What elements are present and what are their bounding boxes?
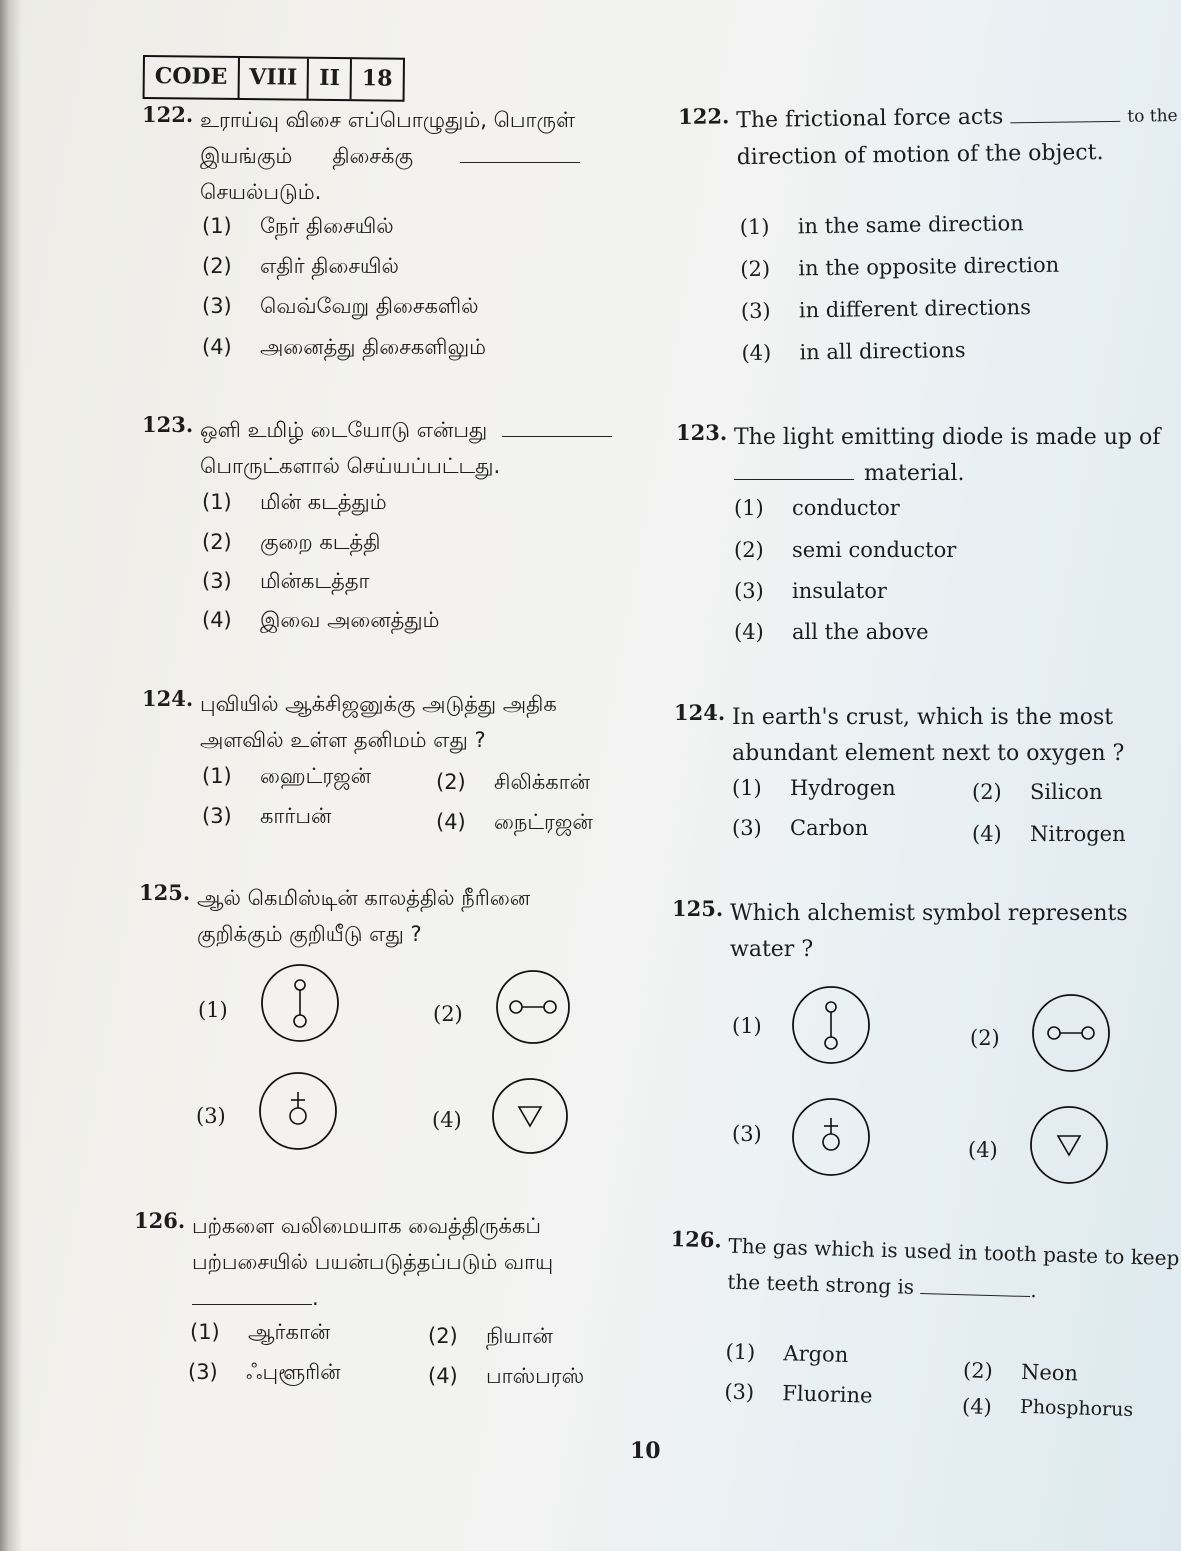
question-number: 123. [142, 412, 194, 437]
option-1[interactable]: (1) Argon [725, 1339, 849, 1367]
question-text: ஒளி உமிழ் டையோடு என்பது பொருட்களால் செய்யப்பட்டது. [200, 412, 612, 484]
question-text: The frictional force acts to the direction of motion of the object. [736, 104, 1178, 171]
option-4[interactable]: (4) இவை அனைத்தும் [202, 608, 440, 632]
alchemy-water-triangle-symbol-option-4[interactable] [1028, 1104, 1110, 1186]
option-4[interactable]: (4) Nitrogen [972, 822, 1126, 846]
option-3[interactable]: (3) in different directions [740, 295, 1032, 324]
option-2[interactable]: (2) semi conductor [734, 538, 957, 562]
question-text: The gas which is used in tooth paste to keep the teeth strong is . [727, 1233, 1180, 1303]
option-2[interactable]: (2) குறை கடத்தி [202, 530, 381, 554]
symbol-label-1: (1) [732, 1014, 762, 1038]
symbol-label-2: (2) [970, 1026, 1000, 1050]
option-3[interactable]: (3) insulator [734, 579, 887, 603]
option-1[interactable]: (1) நேர் திசையில் [202, 214, 394, 238]
option-4[interactable]: (4) in all directions [741, 338, 966, 366]
question-text: புவியில் ஆக்சிஜனுக்கு அடுத்து அதிக அளவில் உள்ள தனிமம் எது ? [200, 692, 557, 752]
option-3[interactable]: (3) வெவ்வேறு திசைகளில் [202, 294, 479, 318]
question-text: The light emitting diode is made up of material. [734, 425, 1161, 486]
alchemy-pin-symbol-option-1[interactable] [790, 984, 872, 1066]
option-2[interactable]: (2) in the opposite direction [740, 252, 1060, 282]
question-text: ஆல் கெமிஸ்டின் காலத்தில் நீரினை குறிக்கும் குறியீடு எது ? [197, 886, 531, 946]
option-1[interactable]: (1) conductor [734, 496, 900, 520]
option-1[interactable]: (1) Hydrogen [732, 776, 896, 800]
english-question-122 [678, 97, 1178, 366]
option-1[interactable]: (1) மின் கடத்தும் [202, 490, 387, 514]
option-3[interactable]: (3) Carbon [732, 816, 869, 840]
symbol-label-4: (4) [968, 1138, 998, 1162]
question-text: உராய்வு விசை எப்பொழுதும், பொருள் இயங்கும் திசைக்கு செயல்படும். [200, 102, 580, 210]
code-part-3: 18 [361, 65, 393, 92]
option-1[interactable]: (1) ஹைட்ரஜன் [202, 764, 372, 788]
option-2[interactable]: (2) Silicon [972, 780, 1103, 804]
alchemy-water-triangle-symbol-option-4[interactable] [490, 1076, 570, 1156]
question-number: 125. [139, 880, 191, 905]
option-4[interactable]: (4) all the above [734, 620, 929, 644]
option-3[interactable]: (3) மின்கடத்தா [202, 569, 370, 593]
alchemy-cross-circle-symbol-option-3[interactable] [257, 1070, 339, 1152]
exam-code-box [143, 55, 405, 102]
symbol-label-1: (1) [198, 998, 228, 1022]
alchemy-dumbbell-symbol-option-2[interactable] [494, 968, 572, 1046]
page-number: 10 [630, 1438, 661, 1464]
option-4[interactable]: (4) பாஸ்பரஸ் [428, 1364, 585, 1388]
question-number: 126. [670, 1226, 723, 1253]
option-1[interactable]: (1) ஆர்கான் [190, 1320, 331, 1344]
question-text: பற்களை வலிமையாக வைத்திருக்கப் பற்பசையில் பயன்படுத்தப்படும் வாயு . [192, 1214, 554, 1310]
alchemy-pin-symbol-option-1[interactable] [259, 962, 341, 1044]
option-3[interactable]: (3) கார்பன் [202, 804, 332, 828]
question-number: 124. [142, 686, 194, 711]
question-number: 124. [674, 700, 726, 725]
code-part-2: II [309, 59, 352, 99]
symbol-label-3: (3) [196, 1104, 226, 1128]
option-2[interactable]: (2) Neon [962, 1358, 1079, 1386]
english-question-126 [670, 1226, 1180, 1421]
symbol-label-2: (2) [433, 1002, 463, 1026]
question-number: 126. [134, 1208, 186, 1233]
page-binding-shadow [0, 0, 22, 1551]
option-4[interactable]: (4) அனைத்து திசைகளிலும் [202, 335, 487, 359]
question-number: 123. [676, 420, 728, 445]
option-4[interactable]: (4) Phosphorus [961, 1394, 1134, 1421]
alchemy-dumbbell-symbol-option-2[interactable] [1030, 992, 1112, 1074]
option-3[interactable]: (3) Fluorine [724, 1379, 873, 1408]
option-2[interactable]: (2) நியான் [428, 1324, 553, 1348]
symbol-label-4: (4) [432, 1108, 462, 1132]
question-text: In earth's crust, which is the most abundant element next to oxygen ? [732, 705, 1125, 766]
question-text: Which alchemist symbol represents water ? [730, 901, 1128, 962]
alchemy-cross-circle-symbol-option-3[interactable] [790, 1096, 872, 1178]
symbol-label-3: (3) [732, 1122, 762, 1146]
option-3[interactable]: (3) ஃபுளூரின் [188, 1360, 341, 1384]
question-number: 122. [142, 102, 194, 127]
question-number: 122. [678, 103, 730, 129]
question-number: 125. [672, 896, 724, 921]
option-2[interactable]: (2) சிலிக்கான் [436, 770, 591, 794]
option-1[interactable]: (1) in the same direction [739, 211, 1024, 240]
option-2[interactable]: (2) எதிர் திசையில் [202, 254, 399, 278]
code-label: CODE [145, 57, 240, 98]
option-4[interactable]: (4) நைட்ரஜன் [436, 810, 593, 834]
code-part-1: VIII [239, 58, 309, 99]
